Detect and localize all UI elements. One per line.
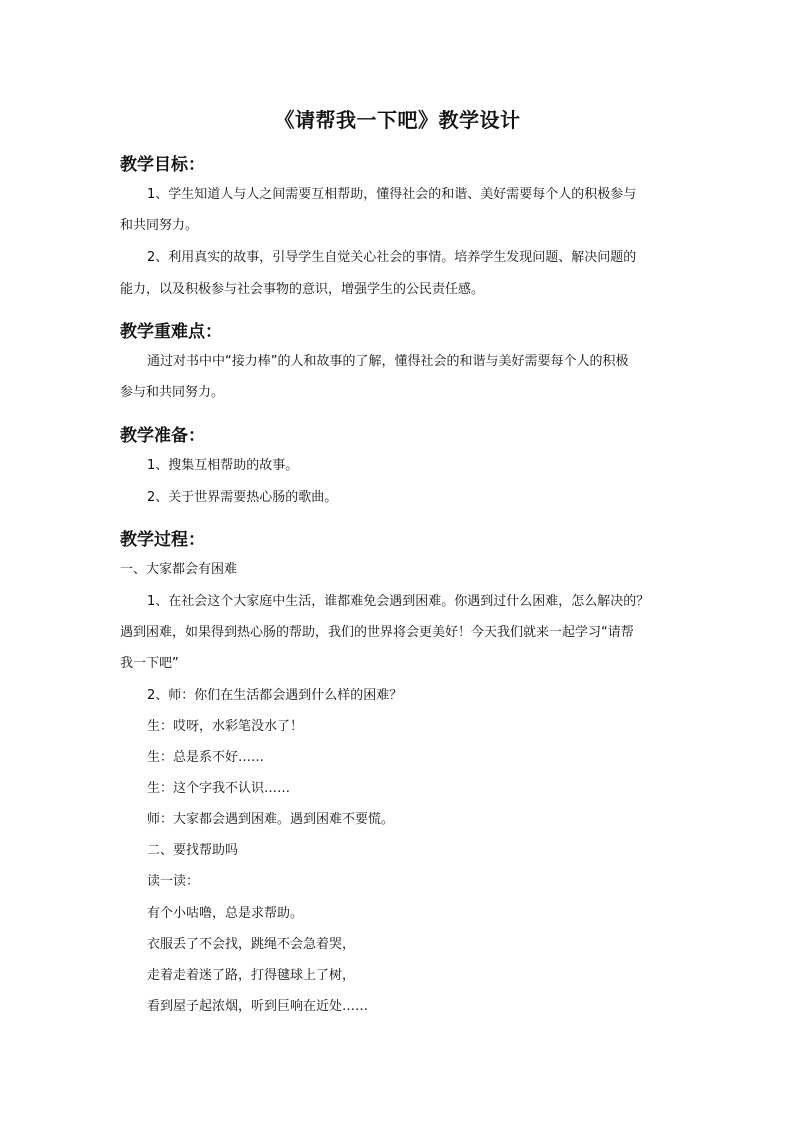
section-heading-objectives: 教学目标：	[120, 155, 205, 175]
preparation-line: 1、搜集互相帮助的故事。	[147, 458, 299, 473]
section-heading-key-points: 教学重难点：	[120, 322, 222, 342]
poem-line: 走着走着迷了路，打得毽球上了树，	[147, 968, 356, 983]
process-line: 2、师：你们在生活都会遇到什么样的困难？	[147, 688, 403, 703]
process-line: 生：总是系不好……	[147, 750, 265, 765]
process-line: 1、在社会这个大家庭中生活，谁都难免会遇到困难。你遇到过什么困难，怎么解决的？	[147, 594, 650, 609]
process-subheading: 一、大家都会有困难	[120, 562, 238, 577]
preparation-line: 2、关于世界需要热心肠的歌曲。	[147, 490, 338, 505]
objectives-line: 2、利用真实的故事，引导学生自觉关心社会的事情。培养学生发现问题、解决问题的	[147, 250, 637, 265]
section-heading-preparation: 教学准备：	[120, 426, 205, 446]
process-line: 生：这个字我不认识……	[147, 781, 291, 796]
document-title: 《请帮我一下吧》教学设计	[274, 108, 521, 132]
objectives-line: 能力，以及积极参与社会事物的意识，增强学生的公民责任感。	[120, 282, 485, 297]
objectives-line: 1、学生知道人与人之间需要互相帮助，懂得社会的和谐、美好需要每个人的积极参与	[147, 187, 637, 202]
key-points-line: 通过对书中中“接力棒”的人和故事的了解，懂得社会的和谐与美好需要每个人的积极	[147, 354, 629, 369]
poem-line: 看到屋子起浓烟，听到巨响在近处……	[147, 999, 369, 1014]
process-line: 师：大家都会遇到困难。遇到困难不要慌。	[147, 812, 395, 827]
process-line: 读一读：	[147, 874, 200, 889]
process-subheading: 二、要找帮助吗	[147, 843, 239, 858]
process-line: 我一下吧”	[120, 656, 179, 671]
process-line: 生：哎呀，水彩笔没水了！	[147, 719, 304, 734]
key-points-line: 参与和共同努力。	[120, 385, 225, 400]
section-heading-process: 教学过程：	[120, 530, 205, 550]
poem-line: 有个小咕噜，总是求帮助。	[147, 906, 304, 921]
poem-line: 衣服丢了不会找，跳绳不会急着哭，	[147, 937, 356, 952]
objectives-line: 和共同努力。	[120, 218, 199, 233]
process-line: 遇到困难，如果得到热心肠的帮助，我们的世界将会更美好！今天我们就来一起学习“请帮	[120, 625, 634, 640]
